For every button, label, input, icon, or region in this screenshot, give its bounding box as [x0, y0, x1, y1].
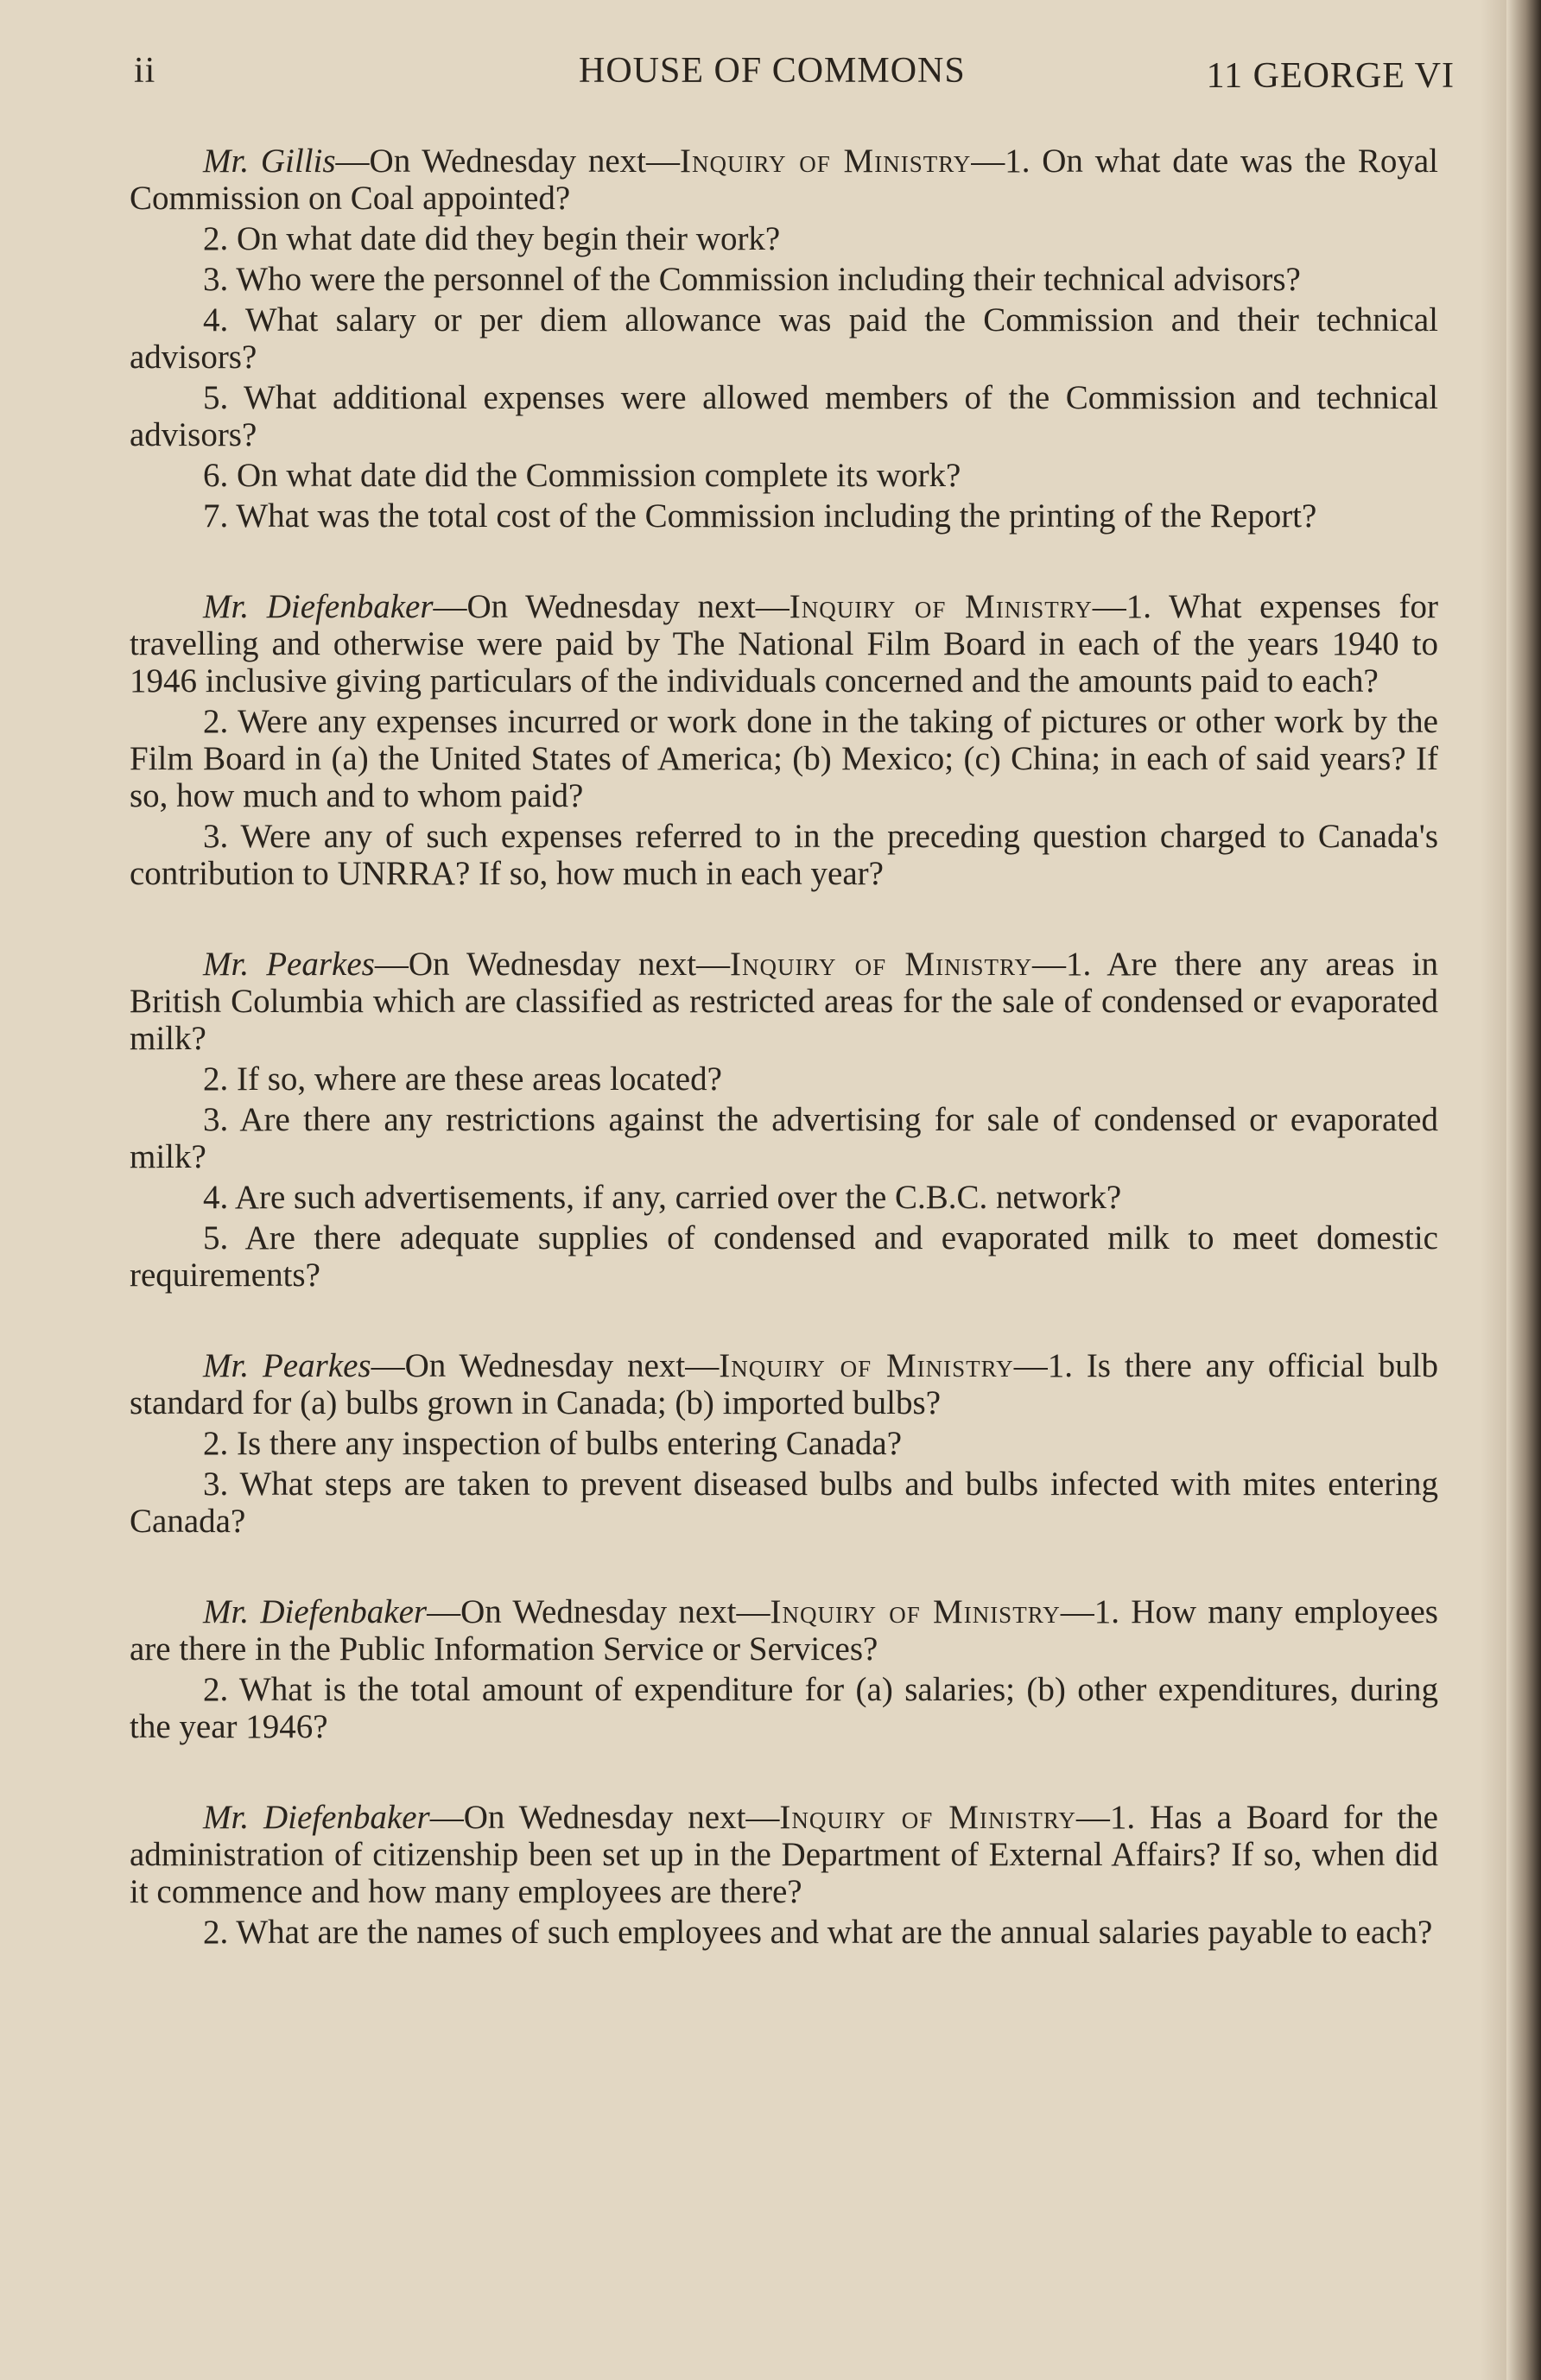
page-edge-shadow [1481, 0, 1506, 2380]
question-item: 2. If so, where are these areas located? [203, 1060, 722, 1098]
question-item: 2. What is the total amount of expenditure for (a) salaries; (b) other expenditures, during the year 1946? [130, 1671, 1438, 1745]
page-number: ii [134, 51, 156, 91]
notice-day: —On Wednesday next— [429, 1799, 780, 1836]
inquiry-heading: Inquiry of Ministry [680, 142, 972, 180]
question-item: 3. What steps are taken to prevent diseased bulbs and bulbs infected with mites entering Canada? [130, 1465, 1438, 1540]
question-text: —1. Has a Board for the administration of citizenship been set up in the Department of External Affairs? If so, when did it commence and how many employees are there? [130, 1799, 1438, 1910]
question-item: 4. What salary or per diem allowance was paid the Commission and their technical advisors? [130, 301, 1438, 376]
question-text: —1. What expenses for travelling and otherwise were paid by The National Film Board in each of the years 1940 to 1946 inclusive giving particulars of the individuals concerned and the amounts paid to each? [130, 588, 1438, 699]
member-name: Mr. Gillis [203, 142, 336, 180]
question-lead [130, 1347, 1438, 1421]
inquiry-heading: Inquiry of Ministry [719, 1347, 1014, 1384]
regnal-year: 11 GEORGE VI [1206, 56, 1455, 96]
question-item: 2. On what date did they begin their work? [203, 220, 781, 257]
question-item: 2. What are the names of such employees and what are the annual salaries payable to each? [203, 1914, 1433, 1951]
question-item: 5. Are there adequate supplies of condensed and evaporated milk to meet domestic requirements? [130, 1219, 1438, 1294]
question-item: 5. What additional expenses were allowed members of the Commission and technical advisors? [130, 379, 1438, 453]
member-name: Mr. Pearkes [203, 1347, 371, 1384]
question-item: 6. On what date did the Commission complete its work? [203, 457, 961, 494]
question-text: —1. Is there any official bulb standard for (a) bulbs grown in Canada; (b) imported bulbs? [130, 1347, 1438, 1421]
question-text: —1. On what date was the Royal Commission on Coal appointed? [130, 142, 1438, 217]
question-entry [130, 1799, 1438, 1951]
inquiry-heading: Inquiry of Ministry [789, 588, 1093, 625]
question-item: 3. Who were the personnel of the Commission including their technical advisors? [203, 261, 1301, 298]
running-header [134, 50, 1455, 102]
question-lead [130, 1593, 1438, 1668]
inquiry-heading: Inquiry of Ministry [730, 946, 1033, 983]
question-entry [130, 588, 1438, 892]
inquiry-heading: Inquiry of Ministry [770, 1593, 1061, 1630]
inquiry-heading: Inquiry of Ministry [779, 1799, 1076, 1836]
question-text: —1. How many employees are there in the Public Information Service or Services? [130, 1593, 1438, 1668]
question-item: 3. Were any of such expenses referred to in the preceding question charged to Canada's contribution to UNRRA? If so, how much in each year? [130, 818, 1438, 892]
question-entry [130, 1593, 1438, 1745]
question-item: 4. Are such advertisements, if any, carried over the C.B.C. network? [203, 1179, 1122, 1216]
notice-day: —On Wednesday next— [374, 946, 731, 983]
question-entry [130, 1347, 1438, 1540]
member-name: Mr. Pearkes [203, 946, 375, 983]
questions-body [130, 142, 1438, 1994]
question-lead [130, 946, 1438, 1057]
member-name: Mr. Diefenbaker [203, 588, 434, 625]
question-item: 2. Is there any inspection of bulbs entering Canada? [203, 1425, 903, 1462]
question-entry [130, 142, 1438, 535]
question-item: 2. Were any expenses incurred or work done in the taking of pictures or other work by the Film Board in (a) the United States of America; (b) Mexico; (c) China; in each of said years? If so, how much and to whom paid? [130, 703, 1438, 814]
member-name: Mr. Diefenbaker [203, 1593, 428, 1630]
notice-day: —On Wednesday next— [335, 142, 680, 180]
question-item: 7. What was the total cost of the Commission including the printing of the Report? [203, 497, 1317, 535]
notice-day: —On Wednesday next— [371, 1347, 720, 1384]
member-name: Mr. Diefenbaker [203, 1799, 430, 1836]
question-text: —1. Are there any areas in British Columbia which are classified as restricted areas for the sale of condensed or evaporated milk? [130, 946, 1438, 1057]
journal-title: HOUSE OF COMMONS [579, 51, 966, 91]
question-lead [130, 1799, 1438, 1910]
question-lead [130, 588, 1438, 699]
notice-day: —On Wednesday next— [433, 588, 790, 625]
question-entry [130, 946, 1438, 1294]
notice-day: —On Wednesday next— [427, 1593, 770, 1630]
question-item: 3. Are there any restrictions against the advertising for sale of condensed or evaporated milk? [130, 1101, 1438, 1175]
question-lead [130, 142, 1438, 217]
